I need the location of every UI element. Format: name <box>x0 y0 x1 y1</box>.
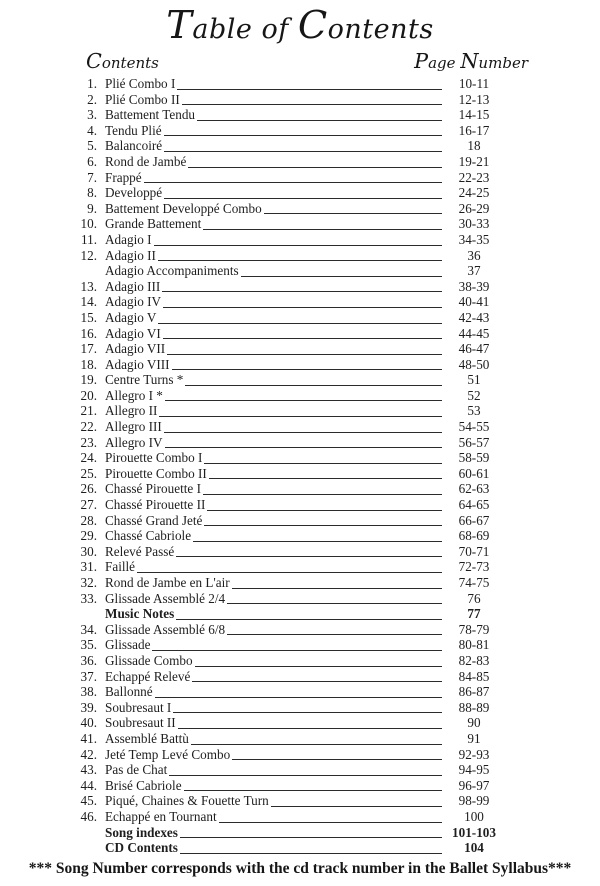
toc-entry <box>73 731 505 747</box>
entry-number: 23. <box>80 434 97 450</box>
column-headers <box>86 51 528 74</box>
entry-pages: 38-39 <box>458 278 490 294</box>
leader-line <box>159 415 442 417</box>
entry-title: Adagio VII <box>105 341 166 357</box>
entry-pages: 36 <box>467 247 481 263</box>
entry-title: Pirouette Combo I <box>105 450 203 466</box>
entry-title: Jeté Temp Levé Combo <box>105 746 231 762</box>
entry-title: Piqué, Chaines & Fouette Turn <box>105 793 269 809</box>
entry-pages: 18 <box>467 138 481 154</box>
toc-entry <box>73 326 505 342</box>
entry-pages: 22-23 <box>458 169 490 185</box>
entry-number: 11. <box>81 231 97 247</box>
entry-pages: 70-71 <box>458 543 490 559</box>
entry-pages: 37 <box>467 263 481 279</box>
toc-entry <box>73 559 505 575</box>
toc-entry <box>73 778 505 794</box>
entry-number: 43. <box>80 762 97 778</box>
toc-entry <box>73 715 505 731</box>
entry-number: 2. <box>87 91 97 107</box>
entry-title: Brisé Cabriole <box>105 777 182 793</box>
entry-pages: 82-83 <box>458 652 490 668</box>
entry-pages: 51 <box>467 372 481 388</box>
entry-title: Plié Combo II <box>105 91 180 107</box>
toc-entry <box>73 294 505 310</box>
leader-line <box>193 540 442 542</box>
entry-pages: 48-50 <box>458 356 490 372</box>
entry-number: 38. <box>80 684 97 700</box>
entry-title: Adagio III <box>105 278 161 294</box>
entry-pages: 98-99 <box>458 793 490 809</box>
toc-entry <box>73 185 505 201</box>
entry-title: Battement Tendu <box>105 107 196 123</box>
toc-entry <box>73 216 505 232</box>
leader-line <box>144 181 442 183</box>
leader-line <box>164 134 442 136</box>
toc-entry <box>73 466 505 482</box>
entry-title: Developpé <box>105 185 163 201</box>
entry-title: Frappé <box>105 169 142 185</box>
entry-title: Allegro I * <box>105 387 163 403</box>
entry-pages: 14-15 <box>458 107 490 123</box>
entry-title: Soubresaut I <box>105 699 172 715</box>
toc-entry <box>73 544 505 560</box>
entry-number: 44. <box>80 777 97 793</box>
leader-line <box>178 727 442 729</box>
entry-pages: 42-43 <box>458 309 490 325</box>
entry-number: 41. <box>80 730 97 746</box>
entry-pages: 96-97 <box>458 777 490 793</box>
entry-number: 35. <box>80 637 97 653</box>
page-title: Table of Contents <box>166 3 434 48</box>
toc-entry <box>73 76 505 92</box>
entry-title: Song indexes <box>105 824 178 840</box>
toc-entry <box>73 653 505 669</box>
entry-title: Chassé Pirouette II <box>105 497 206 513</box>
toc-entry <box>73 310 505 326</box>
leader-line <box>172 368 442 370</box>
leader-line <box>185 384 442 386</box>
leader-line <box>271 805 442 807</box>
entry-title: Balancoiré <box>105 138 163 154</box>
footer-note: *** Song Number corresponds with the cd track number in the Ballet Syllabus*** <box>28 859 572 877</box>
entry-number: 32. <box>80 575 97 590</box>
entry-title: Chassé Grand Jeté <box>105 512 203 528</box>
leader-line <box>164 150 442 152</box>
toc-entry <box>73 591 505 607</box>
toc-entry <box>73 747 505 763</box>
entry-title: Allegro III <box>105 419 162 435</box>
entry-pages: 72-73 <box>458 559 490 575</box>
toc-entry <box>73 372 505 388</box>
entry-number: 17. <box>80 341 97 357</box>
toc-entry <box>73 123 505 139</box>
leader-line <box>195 665 442 667</box>
entry-title: Music Notes <box>105 606 175 622</box>
leader-line <box>204 524 442 526</box>
entry-title: Faillé <box>105 559 136 575</box>
leader-line <box>163 337 442 339</box>
entry-pages: 90 <box>467 715 481 731</box>
entry-number: 28. <box>80 512 97 528</box>
entry-pages: 24-25 <box>458 185 490 201</box>
entry-number: 36. <box>80 652 97 668</box>
toc-entry <box>73 840 505 856</box>
entry-title: Adagio II <box>105 247 156 263</box>
entry-title: Pirouette Combo II <box>105 465 207 481</box>
leader-line <box>232 587 442 589</box>
entry-title: Plié Combo I <box>105 76 176 91</box>
entry-number: 31. <box>80 559 97 575</box>
entry-title: Adagio IV <box>105 294 162 310</box>
entry-pages: 104 <box>464 840 484 856</box>
toc-entry <box>73 201 505 217</box>
entry-title: CD Contents <box>105 840 178 856</box>
toc-entry <box>73 279 505 295</box>
entry-number: 40. <box>80 715 97 731</box>
leader-line <box>219 821 442 823</box>
leader-line <box>188 166 442 168</box>
entry-title: Echappé en Tournant <box>105 808 217 824</box>
contents-column-header: Contents <box>86 49 159 73</box>
leader-line <box>162 290 442 292</box>
leader-line <box>182 103 442 105</box>
toc-entry <box>73 357 505 373</box>
leader-line <box>165 446 443 448</box>
entry-title: Adagio V <box>105 309 157 325</box>
entry-pages: 54-55 <box>458 419 490 435</box>
entry-title: Soubresaut II <box>105 715 176 731</box>
toc-entry <box>73 793 505 809</box>
toc-entry <box>73 684 505 700</box>
leader-line <box>264 212 442 214</box>
entry-pages: 94-95 <box>458 762 490 778</box>
entry-number: 1. <box>87 76 97 91</box>
toc-entry <box>73 263 505 279</box>
toc-entry <box>73 669 505 685</box>
entry-number: 25. <box>80 465 97 481</box>
entry-number: 21. <box>80 403 97 419</box>
entry-number: 3. <box>87 107 97 123</box>
leader-line <box>192 680 442 682</box>
leader-line <box>227 602 442 604</box>
entry-number: 27. <box>80 497 97 513</box>
entry-title: Battement Developpé Combo <box>105 200 262 216</box>
leader-line <box>207 509 442 511</box>
entry-number: 37. <box>80 668 97 684</box>
leader-line <box>176 618 442 620</box>
entry-title: Glissade Assemblé 6/8 <box>105 621 226 637</box>
toc-entry <box>73 419 505 435</box>
leader-line <box>180 836 442 838</box>
entry-number: 10. <box>80 216 97 232</box>
entry-number: 9. <box>87 200 97 216</box>
leader-line <box>177 88 442 90</box>
entry-pages: 78-79 <box>458 621 490 637</box>
entry-pages: 100 <box>464 808 484 824</box>
toc-entry <box>73 170 505 186</box>
toc-entry <box>73 825 505 841</box>
toc-entry <box>73 528 505 544</box>
entry-title: Pas de Chat <box>105 762 168 778</box>
entry-pages: 44-45 <box>458 325 490 341</box>
entry-pages: 88-89 <box>458 699 490 715</box>
leader-line <box>155 696 442 698</box>
entry-pages: 16-17 <box>458 122 490 138</box>
entry-pages: 53 <box>467 403 481 419</box>
entry-number: 22. <box>80 419 97 435</box>
leader-line <box>180 852 442 854</box>
entry-number: 45. <box>80 793 97 809</box>
entry-title: Echappé Relevé <box>105 668 191 684</box>
entry-pages: 91 <box>467 730 481 746</box>
entry-number: 18. <box>80 356 97 372</box>
entry-pages: 84-85 <box>458 668 490 684</box>
leader-line <box>154 244 442 246</box>
entry-title: Rond de Jambe en L'air <box>105 575 230 590</box>
entry-pages: 77 <box>467 606 481 622</box>
toc-entry <box>73 92 505 108</box>
entry-title: Chassé Pirouette I <box>105 481 201 497</box>
leader-line <box>176 555 442 557</box>
entry-title: Glissade Assemblé 2/4 <box>105 590 226 606</box>
entry-title: Ballonné <box>105 684 153 700</box>
entry-title: Chassé Cabriole <box>105 528 192 544</box>
entry-number: 34. <box>80 621 97 637</box>
entry-number: 5. <box>87 138 97 154</box>
toc-entry <box>73 762 505 778</box>
toc-entry <box>73 481 505 497</box>
entry-pages: 68-69 <box>458 528 490 544</box>
entry-number: 30. <box>80 543 97 559</box>
leader-line <box>191 743 442 745</box>
leader-line <box>167 353 442 355</box>
entry-title: Adagio VIII <box>105 356 170 372</box>
toc-entry <box>73 138 505 154</box>
leader-line <box>169 774 442 776</box>
entry-number: 46. <box>80 808 97 824</box>
entry-pages: 40-41 <box>458 294 490 310</box>
entry-pages: 30-33 <box>458 216 490 232</box>
entry-title: Adagio VI <box>105 325 161 341</box>
entry-title: Allegro II <box>105 403 158 419</box>
leader-line <box>241 275 442 277</box>
entry-pages: 10-11 <box>458 76 490 91</box>
entry-number: 4. <box>87 122 97 138</box>
toc-entry <box>73 637 505 653</box>
entry-pages: 92-93 <box>458 746 490 762</box>
entry-number: 14. <box>80 294 97 310</box>
toc-entry <box>73 248 505 264</box>
entry-title: Grande Battement <box>105 216 202 232</box>
toc-entry <box>73 107 505 123</box>
toc-entry <box>73 435 505 451</box>
leader-line <box>197 119 442 121</box>
entry-number: 33. <box>80 590 97 606</box>
entry-pages: 19-21 <box>458 153 490 169</box>
entry-number: 8. <box>87 185 97 201</box>
toc-entry <box>73 154 505 170</box>
entry-title: Allegro IV <box>105 434 163 450</box>
toc-entry <box>73 232 505 248</box>
entry-pages: 62-63 <box>458 481 490 497</box>
leader-line <box>173 711 442 713</box>
entry-pages: 76 <box>467 590 481 606</box>
leader-line <box>137 571 442 573</box>
toc-entry <box>73 606 505 622</box>
entry-number: 7. <box>87 169 97 185</box>
toc-entry <box>73 450 505 466</box>
toc-entry <box>73 622 505 638</box>
entry-pages: 58-59 <box>458 450 490 466</box>
entry-number: 15. <box>80 309 97 325</box>
entry-pages: 101-103 <box>452 824 496 840</box>
leader-line <box>227 633 442 635</box>
leader-line <box>164 197 442 199</box>
entry-number: 6. <box>87 153 97 169</box>
leader-line <box>165 399 442 401</box>
leader-line <box>163 306 442 308</box>
leader-line <box>158 322 442 324</box>
toc-entry <box>73 809 505 825</box>
leader-line <box>152 649 442 651</box>
entry-number: 12. <box>80 247 97 263</box>
leader-line <box>209 477 442 479</box>
entry-title: Adagio Accompaniments <box>105 263 239 279</box>
entry-title: Rond de Jambé <box>105 153 187 169</box>
toc-list <box>73 76 505 856</box>
entry-number: 16. <box>80 325 97 341</box>
leader-line <box>164 431 442 433</box>
leader-line <box>203 228 442 230</box>
toc-entry <box>73 341 505 357</box>
entry-title: Glissade Combo <box>105 652 193 668</box>
entry-pages: 46-47 <box>458 341 490 357</box>
entry-number: 24. <box>80 450 97 466</box>
leader-line <box>203 493 442 495</box>
entry-pages: 52 <box>467 387 481 403</box>
entry-title: Adagio I <box>105 231 152 247</box>
toc-entry <box>73 388 505 404</box>
toc-entry <box>73 497 505 513</box>
entry-pages: 26-29 <box>458 200 490 216</box>
entry-number: 13. <box>80 278 97 294</box>
page-number-column-header: Page Number <box>414 49 528 73</box>
entry-number: 42. <box>80 746 97 762</box>
entry-number: 20. <box>80 387 97 403</box>
entry-pages: 66-67 <box>458 512 490 528</box>
entry-pages: 34-35 <box>458 231 490 247</box>
entry-number: 26. <box>80 481 97 497</box>
entry-title: Glissade <box>105 637 151 653</box>
entry-pages: 86-87 <box>458 684 490 700</box>
leader-line <box>184 789 442 791</box>
toc-entry <box>73 575 505 591</box>
toc-entry <box>73 700 505 716</box>
leader-line <box>204 462 442 464</box>
entry-number: 29. <box>80 528 97 544</box>
entry-pages: 74-75 <box>458 575 490 590</box>
entry-pages: 12-13 <box>458 91 490 107</box>
toc-entry <box>73 403 505 419</box>
entry-title: Centre Turns * <box>105 372 184 388</box>
entry-pages: 56-57 <box>458 434 490 450</box>
entry-pages: 64-65 <box>458 497 490 513</box>
entry-pages: 60-61 <box>458 465 490 481</box>
entry-title: Tendu Plié <box>105 122 162 138</box>
toc-entry <box>73 513 505 529</box>
entry-title: Assemblé Battù <box>105 730 189 746</box>
entry-title: Relevé Passé <box>105 543 175 559</box>
entry-number: 39. <box>80 699 97 715</box>
entry-number: 19. <box>80 372 97 388</box>
leader-line <box>158 259 442 261</box>
leader-line <box>232 758 442 760</box>
entry-pages: 80-81 <box>458 637 490 653</box>
